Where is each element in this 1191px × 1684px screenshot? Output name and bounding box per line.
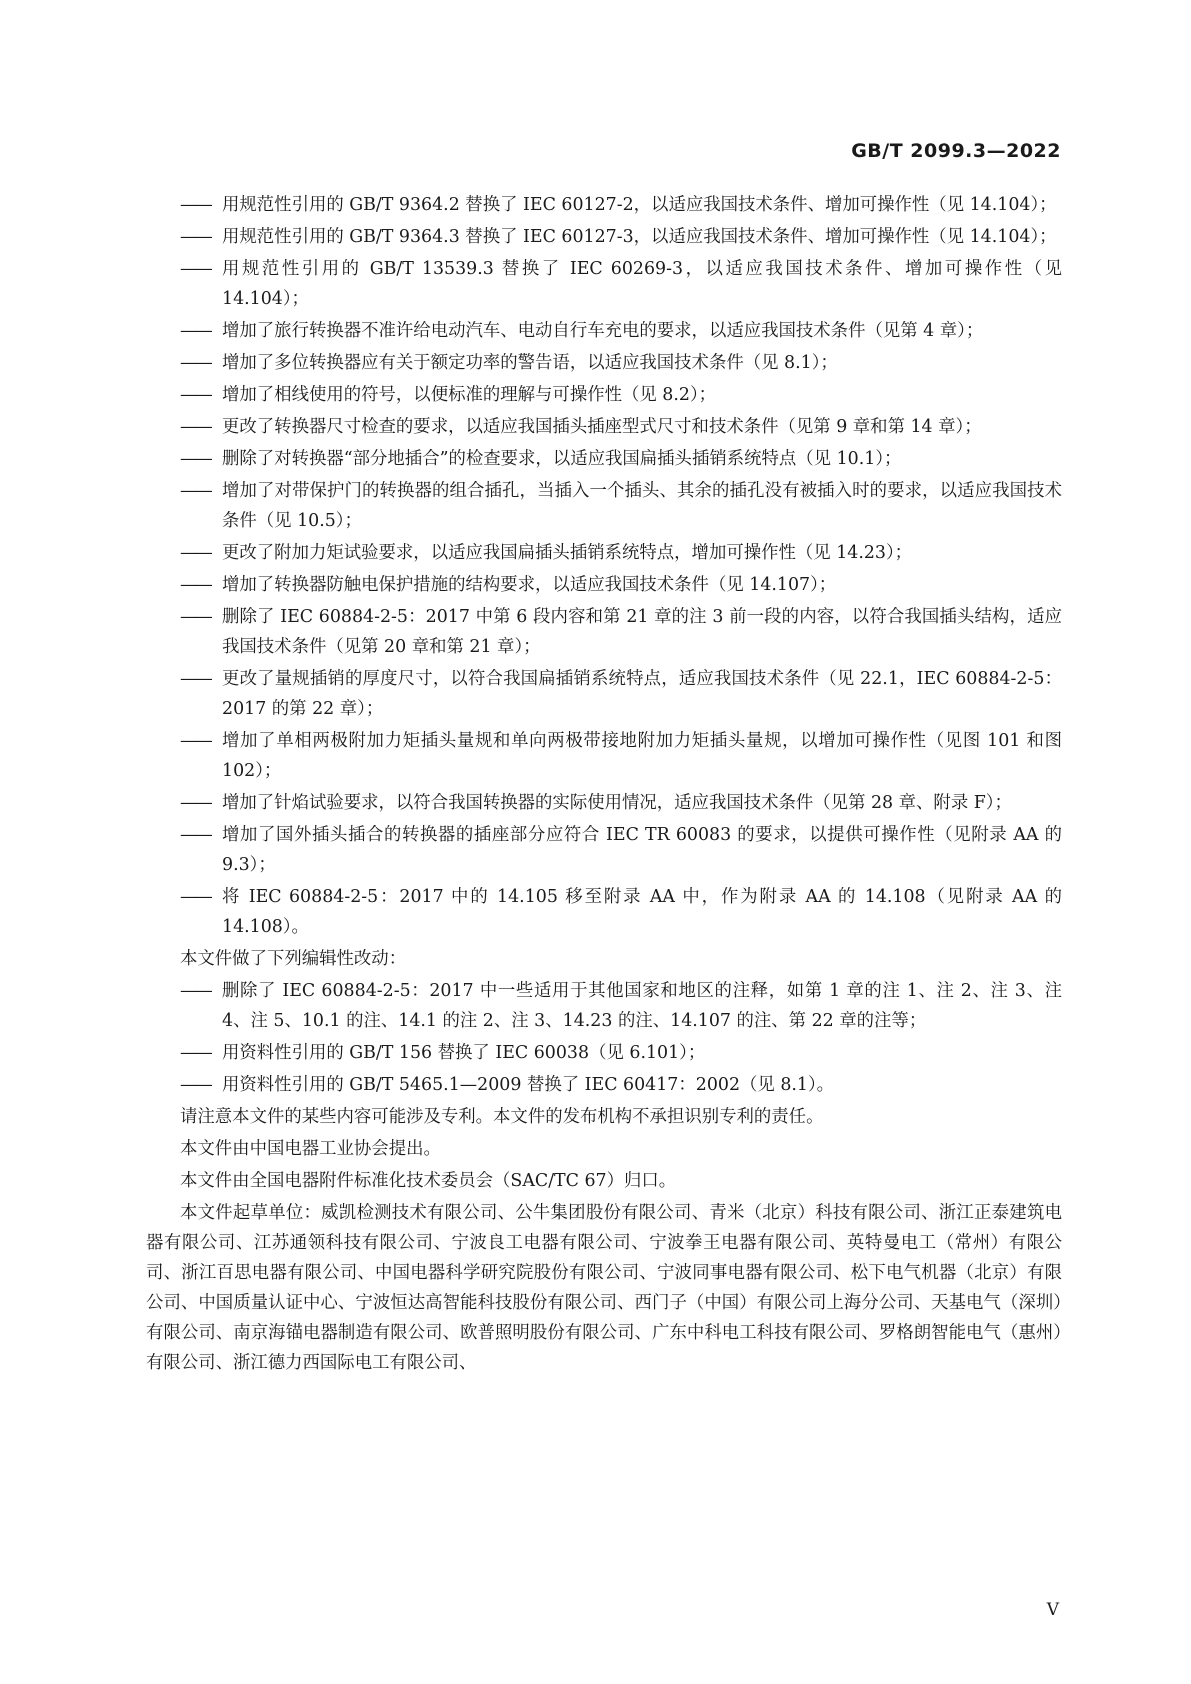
technical-change-item xyxy=(180,190,1062,220)
technical-change-item xyxy=(180,476,1062,536)
technical-change-item-text: 增加了转换器防触电保护措施的结构要求，以适应我国技术条件（见 14.107）； xyxy=(222,575,837,595)
editorial-change-item xyxy=(180,1070,1062,1100)
list-dash: —— xyxy=(180,607,211,627)
technical-change-item-text: 用规范性引用的 GB/T 9364.3 替换了 IEC 60127-3，以适应我国技术条件、增加可操作性（见 14.104）； xyxy=(222,227,1057,247)
technical-change-item-text: 增加了单相两极附加力矩插头量规和单向两极带接地附加力矩插头量规，以增加可操作性（见图 101 和图 102）； xyxy=(222,731,1062,781)
page-number: V xyxy=(1046,1600,1059,1620)
technical-change-item xyxy=(180,444,1062,474)
list-dash: —— xyxy=(180,1075,211,1095)
technical-change-item xyxy=(180,538,1062,568)
technical-change-item-text: 删除了对转换器“部分地插合”的检查要求，以适应我国扁插头插销系统特点（见 10.1）； xyxy=(222,449,902,469)
standard-code-header: GB/T 2099.3—2022 xyxy=(851,140,1061,162)
technical-change-item xyxy=(180,726,1062,786)
technical-change-item xyxy=(180,570,1062,600)
technical-change-item xyxy=(180,348,1062,378)
technical-change-item-text: 更改了转换器尺寸检查的要求，以适应我国插头插座型式尺寸和技术条件（见第 9 章和第 14 章）； xyxy=(222,417,982,437)
list-dash: —— xyxy=(180,669,211,689)
technical-change-item-text: 增加了对带保护门的转换器的组合插孔，当插入一个插头、其余的插孔没有被插入时的要求，以适应我国技术条件（见 10.5）； xyxy=(222,481,1062,531)
technical-change-item xyxy=(180,254,1062,314)
technical-change-item-text: 用规范性引用的 GB/T 9364.2 替换了 IEC 60127-2，以适应我国技术条件、增加可操作性（见 14.104）； xyxy=(222,195,1057,215)
technical-change-item-text: 增加了针焰试验要求，以符合我国转换器的实际使用情况，适应我国技术条件（见第 28 章、附录 F）； xyxy=(222,793,1012,813)
document-body xyxy=(146,190,1062,1395)
editorial-intro: 本文件做了下列编辑性改动： xyxy=(180,949,407,969)
editorial-change-item xyxy=(180,976,1062,1036)
list-dash: —— xyxy=(180,1043,211,1063)
centralized-by-statement: 本文件由全国电器附件标准化技术委员会（SAC/TC 67）归口。 xyxy=(180,1171,677,1191)
technical-change-item-text: 增加了多位转换器应有关于额定功率的警告语，以适应我国技术条件（见 8.1）； xyxy=(222,353,838,373)
technical-change-item xyxy=(180,602,1062,662)
list-dash: —— xyxy=(180,543,211,563)
editorial-change-item xyxy=(180,1038,1062,1068)
technical-change-item-text: 将 IEC 60884-2-5：2017 中的 14.105 移至附录 AA 中，作为附录 AA 的 14.108（见附录 AA 的 14.108）。 xyxy=(222,887,1062,937)
list-dash: —— xyxy=(180,731,211,751)
editorial-change-item-text: 删除了 IEC 60884-2-5：2017 中一些适用于其他国家和地区的注释，如第 1 章的注 1、注 2、注 3、注 4、注 5、10.1 的注、14.1 的注 2、注 3、14.23 的注、14.107 的注、第 22 章的注等； xyxy=(222,981,1062,1031)
list-dash: —— xyxy=(180,417,211,437)
technical-change-item-text: 增加了旅行转换器不准许给电动汽车、电动自行车充电的要求，以适应我国技术条件（见第 4 章）； xyxy=(222,321,984,341)
list-dash: —— xyxy=(180,449,211,469)
technical-change-item xyxy=(180,316,1062,346)
technical-change-item xyxy=(180,788,1062,818)
proposer-statement: 本文件由中国电器工业协会提出。 xyxy=(180,1139,441,1159)
technical-change-item-text: 增加了相线使用的符号，以便标准的理解与可操作性（见 8.2）； xyxy=(222,385,717,405)
technical-change-item-text: 增加了国外插头插合的转换器的插座部分应符合 IEC TR 60083 的要求，以提供可操作性（见附录 AA 的 9.3）； xyxy=(222,825,1062,875)
technical-change-item-text: 用规范性引用的 GB/T 13539.3 替换了 IEC 60269-3，以适应我国技术条件、增加可操作性（见 14.104）； xyxy=(222,259,1062,309)
list-dash: —— xyxy=(180,793,211,813)
technical-change-item xyxy=(180,380,1062,410)
list-dash: —— xyxy=(180,353,211,373)
list-dash: —— xyxy=(180,259,211,279)
list-dash: —— xyxy=(180,481,211,501)
technical-change-item-text: 删除了 IEC 60884-2-5：2017 中第 6 段内容和第 21 章的注 3 前一段的内容，以符合我国插头结构，适应我国技术条件（见第 20 章和第 21 章）； xyxy=(222,607,1062,657)
technical-change-item-text: 更改了附加力矩试验要求，以适应我国扁插头插销系统特点，增加可操作性（见 14.23）； xyxy=(222,543,913,563)
technical-change-item xyxy=(180,820,1062,880)
list-dash: —— xyxy=(180,385,211,405)
editorial-change-item-text: 用资料性引用的 GB/T 5465.1—2009 替换了 IEC 60417：2002（见 8.1）。 xyxy=(222,1075,835,1095)
editorial-change-item-text: 用资料性引用的 GB/T 156 替换了 IEC 60038（见 6.101）； xyxy=(222,1043,706,1063)
list-dash: —— xyxy=(180,575,211,595)
list-dash: —— xyxy=(180,981,211,1001)
list-dash: —— xyxy=(180,825,211,845)
list-dash: —— xyxy=(180,887,211,907)
editorial-changes-list xyxy=(180,976,1062,1100)
technical-change-item xyxy=(180,222,1062,252)
technical-change-item xyxy=(180,664,1062,724)
technical-change-item xyxy=(180,412,1062,442)
technical-change-item-text: 更改了量规插销的厚度尺寸，以符合我国扁插销系统特点，适应我国技术条件（见 22.1，IEC 60884-2-5：2017 的第 22 章）； xyxy=(222,669,1062,719)
technical-change-item xyxy=(180,882,1062,942)
patent-notice: 请注意本文件的某些内容可能涉及专利。本文件的发布机构不承担识别专利的责任。 xyxy=(180,1107,824,1127)
technical-changes-list xyxy=(180,190,1062,942)
list-dash: —— xyxy=(180,195,211,215)
list-dash: —— xyxy=(180,321,211,341)
list-dash: —— xyxy=(180,227,211,247)
drafting-units-statement: 本文件起草单位：威凯检测技术有限公司、公牛集团股份有限公司、青米（北京）科技有限公司、浙江正泰建筑电器有限公司、江苏通领科技有限公司、宁波良工电器有限公司、宁波拳王电器有限公司、英特曼电工（常州）有限公司、浙江百思电器有限公司、中国电器科学研究院股份有限公司、宁波同事电器有限公司、松下电气机器（北京）有限公司、中国质量认证中心、宁波恒达高智能科技股份有限公司、西门子（中国）有限公司上海分公司、天基电气（深圳）有限公司、南京海锚电器制造有限公司、欧普照明股份有限公司、广东中科电工科技有限公司、罗格朗智能电气（惠州）有限公司、浙江德力西国际电工有限公司、 xyxy=(146,1203,1062,1373)
